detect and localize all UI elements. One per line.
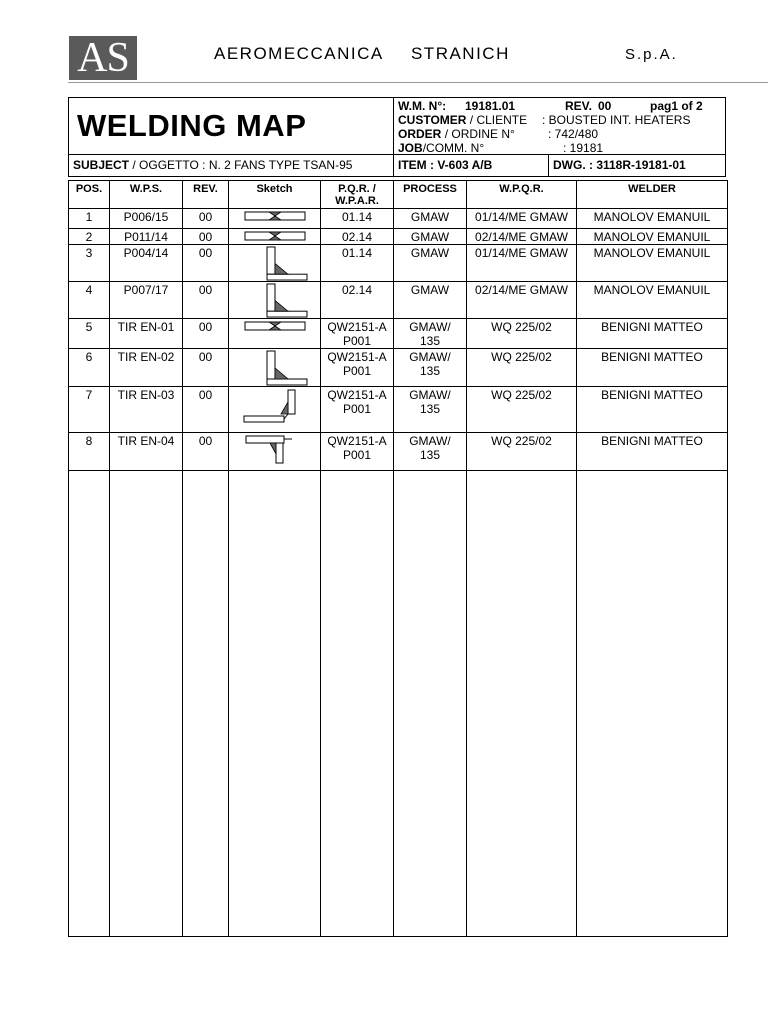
cell-sketch	[229, 209, 321, 229]
empty-cell	[229, 471, 321, 937]
company-legal-form: S.p.A.	[625, 46, 678, 63]
cell-pos: 1	[69, 209, 110, 229]
cell-wps: TIR EN-03	[110, 387, 183, 433]
wm-value: 19181.01	[465, 99, 516, 113]
cell-pqr-line: 02.14	[341, 283, 373, 297]
cell-process-line: 135	[419, 402, 441, 416]
table-row	[69, 245, 728, 282]
cell-rev: 00	[183, 349, 229, 387]
subject-text: / OGGETTO : N. 2 FANS TYPE TSAN-95	[132, 158, 353, 172]
col-header-rev: REV.	[183, 181, 229, 209]
logo-text: AS	[77, 35, 129, 81]
cell-sketch	[229, 349, 321, 387]
cell-pqr	[321, 387, 394, 433]
table-row	[69, 229, 728, 245]
col-header-wpqr: W.P.Q.R.	[467, 181, 577, 209]
col-header-process: PROCESS	[394, 181, 467, 209]
cell-wpqr: 01/14/ME GMAW	[467, 245, 577, 282]
cell-process	[394, 229, 467, 245]
wm-label: W.M. N°	[398, 99, 443, 113]
cell-pqr	[321, 229, 394, 245]
cell-wps: TIR EN-01	[110, 319, 183, 349]
cell-process-line: GMAW/	[409, 320, 451, 334]
cell-process-line: GMAW	[410, 246, 450, 260]
cell-pqr-line: 01.14	[341, 246, 373, 260]
page-indicator: pag1 of 2	[650, 99, 703, 113]
cell-pqr-line: QW2151-A	[327, 350, 387, 364]
fillet-t-joint-sketch-icon	[240, 246, 310, 281]
cell-process-line: GMAW/	[409, 388, 451, 402]
lap-joint-sketch-icon	[240, 434, 310, 464]
cell-sketch	[229, 319, 321, 349]
cell-pos: 8	[69, 433, 110, 471]
cell-rev: 00	[183, 209, 229, 229]
butt-joint-x-sketch-icon	[244, 210, 306, 222]
cell-wpqr: WQ 225/02	[467, 349, 577, 387]
cell-welder: MANOLOV EMANUIL	[577, 282, 728, 319]
cell-welder: BENIGNI MATTEO	[577, 433, 728, 471]
cell-wps: P004/14	[110, 245, 183, 282]
cell-wps: P006/15	[110, 209, 183, 229]
empty-cell	[183, 471, 229, 937]
cell-pqr-line: QW2151-A	[327, 320, 387, 334]
cell-pqr-line: QW2151-A	[327, 434, 387, 448]
document-title: WELDING MAP	[77, 108, 307, 143]
table-row	[69, 282, 728, 319]
cell-pqr-line: P001	[342, 402, 372, 416]
col-header-pqr	[321, 181, 394, 209]
cell-wpqr: 01/14/ME GMAW	[467, 209, 577, 229]
cell-pqr-line: P001	[342, 334, 372, 348]
rev-label: REV.	[565, 99, 592, 113]
cell-rev: 00	[183, 229, 229, 245]
job-row	[398, 141, 721, 155]
item-cell: ITEM : V-603 A/B	[394, 154, 549, 176]
wm-row: W.M. N°: 19181.01 REV. 00 pag1 of 2	[398, 99, 703, 113]
cell-process-line: 135	[419, 364, 441, 378]
cell-wpqr: 02/14/ME GMAW	[467, 229, 577, 245]
info-cell	[394, 98, 725, 154]
cell-wps: P007/17	[110, 282, 183, 319]
subject-cell	[69, 154, 394, 176]
butt-joint-x-sketch-icon	[244, 230, 306, 242]
table-row	[69, 209, 728, 229]
cell-welder: BENIGNI MATTEO	[577, 387, 728, 433]
cell-rev: 00	[183, 282, 229, 319]
order-label: ORDER	[398, 127, 442, 141]
table-row	[69, 319, 728, 349]
cell-welder: MANOLOV EMANUIL	[577, 209, 728, 229]
cell-pqr	[321, 319, 394, 349]
cell-process-line: 135	[419, 334, 441, 348]
cell-pos: 5	[69, 319, 110, 349]
customer-label: CUSTOMER	[398, 113, 467, 127]
col-header-welder: WELDER	[577, 181, 728, 209]
cell-sketch	[229, 433, 321, 471]
cell-pos: 6	[69, 349, 110, 387]
col-header-pos: POS.	[69, 181, 110, 209]
empty-cell	[110, 471, 183, 937]
order-row	[398, 127, 721, 141]
cell-welder: BENIGNI MATTEO	[577, 349, 728, 387]
drawing-number: DWG. : 3118R-19181-01	[549, 154, 725, 176]
cell-pqr	[321, 282, 394, 319]
cell-process	[394, 387, 467, 433]
cell-wps: TIR EN-02	[110, 349, 183, 387]
cell-process-line: GMAW	[410, 210, 450, 224]
empty-row	[69, 471, 728, 937]
title-cell	[69, 98, 394, 154]
cell-process	[394, 319, 467, 349]
cell-process-line: GMAW	[410, 283, 450, 297]
cell-pos: 7	[69, 387, 110, 433]
header-rule	[68, 82, 768, 83]
cell-rev: 00	[183, 319, 229, 349]
cell-pqr	[321, 209, 394, 229]
cell-sketch	[229, 282, 321, 319]
cell-wpqr: WQ 225/02	[467, 433, 577, 471]
empty-cell	[321, 471, 394, 937]
cell-wpqr: WQ 225/02	[467, 387, 577, 433]
table-header-row	[69, 181, 728, 209]
cell-process-line: GMAW	[410, 230, 450, 244]
cell-pqr-line: P001	[342, 364, 372, 378]
fillet-t-joint-sketch-icon	[240, 350, 310, 386]
cell-process	[394, 349, 467, 387]
cell-sketch	[229, 229, 321, 245]
table-row	[69, 387, 728, 433]
empty-cell	[394, 471, 467, 937]
col-header-sketch: Sketch	[229, 181, 321, 209]
job-label: JOB	[398, 141, 423, 155]
company-logo	[69, 36, 137, 80]
cell-pqr	[321, 433, 394, 471]
cell-rev: 00	[183, 433, 229, 471]
cell-welder: BENIGNI MATTEO	[577, 319, 728, 349]
welding-map-table	[68, 180, 728, 937]
customer-value: : BOUSTED INT. HEATERS	[542, 113, 691, 127]
cell-pos: 3	[69, 245, 110, 282]
document-header	[68, 97, 726, 177]
cell-wps: P011/14	[110, 229, 183, 245]
cell-wpqr: 02/14/ME GMAW	[467, 282, 577, 319]
empty-cell	[69, 471, 110, 937]
cell-pqr-line: P001	[342, 448, 372, 462]
table-row	[69, 433, 728, 471]
cell-pqr	[321, 245, 394, 282]
cell-process	[394, 245, 467, 282]
cell-process-line: 135	[419, 448, 441, 462]
cell-pqr-line: 01.14	[341, 210, 373, 224]
butt-joint-x-sketch-icon	[244, 320, 306, 332]
table-body	[69, 209, 728, 937]
cell-rev: 00	[183, 245, 229, 282]
cell-pqr-line: 02.14	[341, 230, 373, 244]
customer-label-it: / CLIENTE	[469, 113, 528, 127]
cell-welder: MANOLOV EMANUIL	[577, 229, 728, 245]
company-name: AEROMECCANICA STRANICH	[214, 44, 510, 63]
cell-process	[394, 282, 467, 319]
job-label-it: /COMM. N°	[422, 141, 485, 155]
corner-joint-sketch-icon	[240, 388, 310, 426]
rev-value: 00	[598, 99, 612, 113]
order-value: : 742/480	[548, 127, 599, 141]
cell-pos: 2	[69, 229, 110, 245]
cell-wpqr: WQ 225/02	[467, 319, 577, 349]
cell-welder: MANOLOV EMANUIL	[577, 245, 728, 282]
cell-process	[394, 209, 467, 229]
customer-row	[398, 113, 721, 127]
cell-sketch	[229, 387, 321, 433]
cell-process-line: GMAW/	[409, 350, 451, 364]
col-header-pqr-text: P.Q.R. / W.P.A.R.	[335, 183, 379, 207]
cell-wps: TIR EN-04	[110, 433, 183, 471]
subject-label: SUBJECT	[73, 158, 130, 172]
col-header-wps: W.P.S.	[110, 181, 183, 209]
empty-cell	[577, 471, 728, 937]
empty-cell	[467, 471, 577, 937]
cell-pqr-line: QW2151-A	[327, 388, 387, 402]
cell-pos: 4	[69, 282, 110, 319]
cell-sketch	[229, 245, 321, 282]
fillet-t-joint-sketch-icon	[240, 283, 310, 318]
order-label-it: / ORDINE N°	[444, 127, 515, 141]
cell-pqr	[321, 349, 394, 387]
job-value: : 19181	[563, 141, 604, 155]
cell-rev: 00	[183, 387, 229, 433]
cell-process	[394, 433, 467, 471]
table-row	[69, 349, 728, 387]
cell-process-line: GMAW/	[409, 434, 451, 448]
